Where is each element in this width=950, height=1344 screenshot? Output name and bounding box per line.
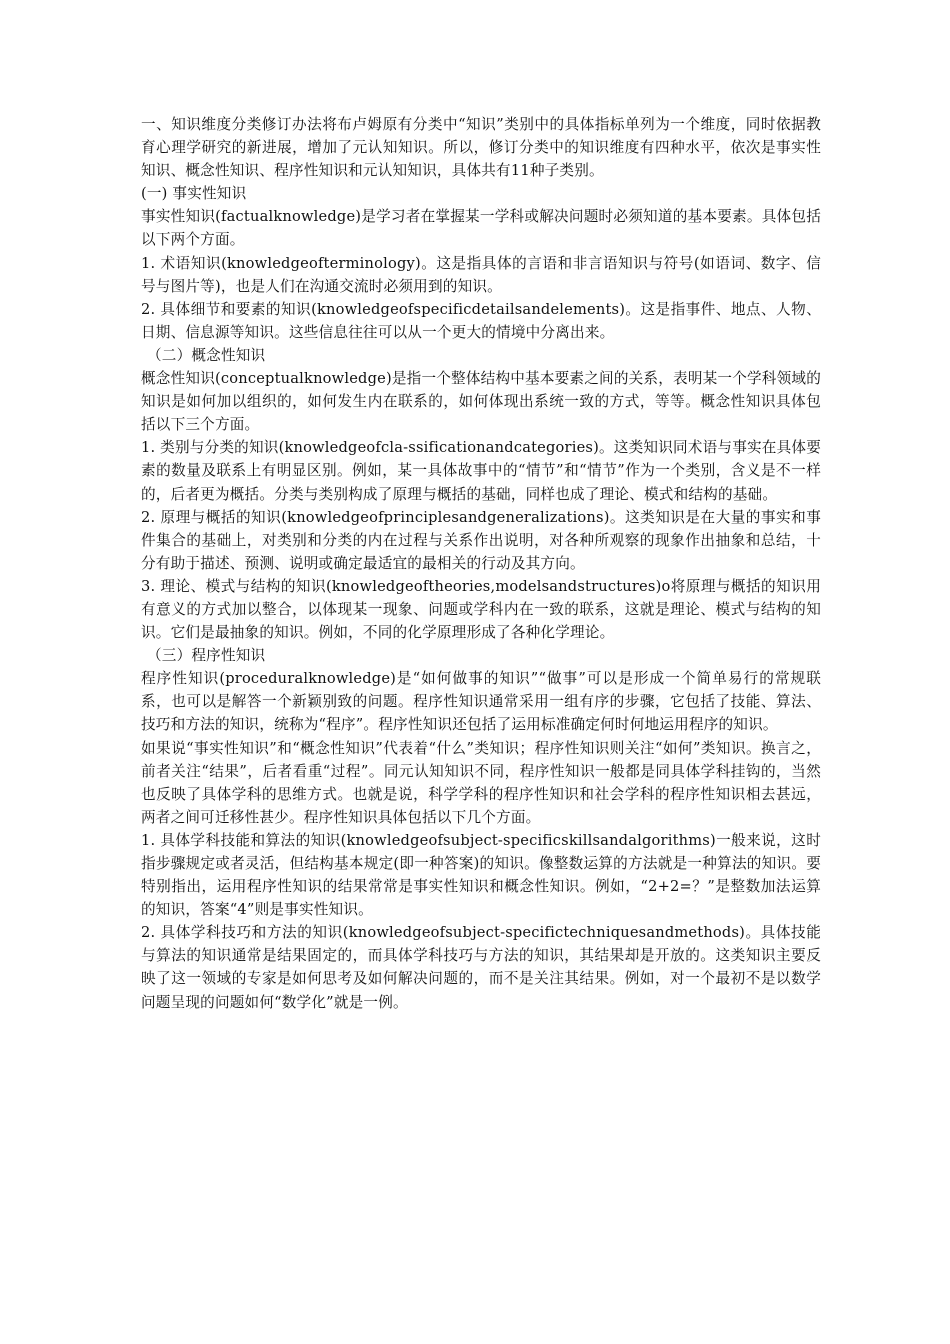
factual-item-1-paragraph: 1. 术语知识(knowledgeofterminology)。这是指具体的言语和非言语知识与符号(如语词、数字、信号与图片等)，也是人们在沟通交流时必须用到的知识。 (141, 254, 821, 295)
conceptual-item-2-paragraph: 2. 原理与概括的知识(knowledgeofprinciplesandgeneralizations)。这类知识是在大量的事实和事件集合的基础上，对类别和分类的内在过程与关系作出说明，对各种所观察的现象作出抽象和总结，十分有助于描述、预测、说明或确定最适宜的最相关的行动及其方向。 (141, 508, 821, 572)
conceptual-definition-paragraph: 概念性知识(conceptualknowledge)是指一个整体结构中基本要素之间的关系，表明某一个学科领域的知识是如何加以组织的，如何发生内在联系的，如何体现出系统一致的方式，等等。概念性知识具体包括以下三个方面。 (141, 370, 821, 434)
procedural-comparison-paragraph: 如果说“事实性知识”和“概念性知识”代表着“什么”类知识；程序性知识则关注“如何”类知识。换言之，前者关注“结果”，后者看重“过程”。同元认知知识不同，程序性知识一般都是同具体学科挂钩的，当然也反映了具体学科的思维方式。也就是说，科学学科的程序性知识和社会学科的程序性知识相去甚远，两者之间可迁移性甚少。程序性知识具体包括以下几个方面。 (141, 739, 821, 826)
procedural-definition-paragraph: 程序性知识(proceduralknowledge)是“如何做事的知识”“做事”可以是形成一个简单易行的常规联系，也可以是解答一个新颖别致的问题。程序性知识通常采用一组有序的步骤，它包括了技能、算法、技巧和方法的知识，统称为“程序”。程序性知识还包括了运用标准确定何时何地运用程序的知识。 (141, 670, 821, 734)
conceptual-item-3-paragraph: 3. 理论、模式与结构的知识(knowledgeoftheories,modelsandstructures)o将原理与概括的知识用有意义的方式加以整合，以体现某一现象、问题或学科内在一致的联系，这就是理论、模式与结构的知识。它们是最抽象的知识。例如，不同的化学原理形成了各种化学理论。 (141, 577, 821, 642)
procedural-item-2-paragraph: 2. 具体学科技巧和方法的知识(knowledgeofsubject-specifictechniquesandmethods)。具体技能与算法的知识通常是结果固定的，而具体学科技巧与方法的知识，其结果却是开放的。这类知识主要反映了这一领域的专家是如何思考及如何解决问题的，而不是关注其结果。例如，对一个最初不是以数学问题呈现的问题如何“数学化”就是一例。 (141, 924, 821, 1011)
intro-paragraph: 一、知识维度分类修订办法将布卢姆原有分类中“知识”类别中的具体指标单列为一个维度，同时依据教育心理学研究的新进展，增加了元认知知识。所以，修订分类中的知识维度有四种水平，依次是事实性知识、概念性知识、程序性知识和元认知知识，具体共有11种子类别。 (141, 116, 821, 180)
factual-definition-paragraph: 事实性知识(factualknowledge)是学习者在掌握某一学科或解决问题时必须知道的基本要素。具体包括以下两个方面。 (141, 208, 821, 249)
factual-item-2-paragraph: 2. 具体细节和要素的知识(knowledgeofspecificdetailsandelements)。这是指事件、地点、人物、日期、信息源等知识。这些信息往往可以从一个更大的情境中分离出来。 (141, 300, 821, 341)
conceptual-item-1-paragraph: 1. 类别与分类的知识(knowledgeofcla-ssificationandcategories)。这类知识同术语与事实在具体要素的数量及联系上有明显区别。例如，某一具体故事中的“情节”和“情节”作为一个类别，含义是不一样的，后者更为概括。分类与类别构成了原理与概括的基础，同样也成了理论、模式和结构的基础。 (141, 439, 821, 503)
section-heading-conceptual: （二）概念性知识 (147, 346, 266, 364)
document-page (141, 113, 821, 1014)
section-heading-procedural: （三）程序性知识 (147, 647, 266, 665)
section-heading-factual: (一) 事实性知识 (141, 185, 247, 203)
procedural-item-1-paragraph: 1. 具体学科技能和算法的知识(knowledgeofsubject-specificskillsandalgorithms)一般来说，这时指步骤规定或者灵活，但结构基本规定(即一种答案)的知识。像整数运算的方法就是一种算法的知识。要特别指出，运用程序性知识的结果常常是事实性知识和概念性知识。例如，“2+2=？”是整数加法运算的知识，答案“4”则是事实性知识。 (141, 831, 821, 919)
